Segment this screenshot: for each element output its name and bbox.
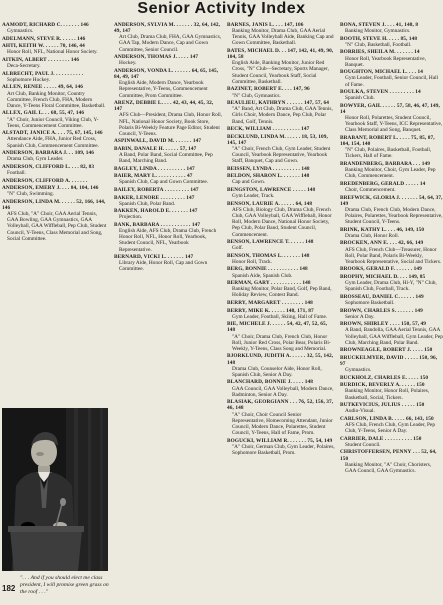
student-name: BEISSEN, LYNDA . . . . . . . . . . 148 [227, 165, 310, 172]
student-name: BROWN, CHARLES S. . . . . . . 149 [340, 307, 423, 314]
student-activities: Banking Monitor, Choir, Gym Leader, Pep Club, Commencement. [345, 167, 436, 180]
student-name: BROWNEAGLE, ROBERT J. . . . . 150 [340, 347, 433, 354]
student-name: BARNES, JANIS L. . . . 147, 106 [227, 22, 304, 28]
student-activities: "N" Club, Gymnastics. [232, 92, 281, 99]
index-entry [227, 379, 335, 397]
student-name: BEAULIEU, KATHRYN . . . . . . 147, 57, 64 [227, 100, 329, 107]
student-activities: Deca-Secretary. [7, 63, 41, 70]
index-entry [2, 57, 107, 69]
student-activities: GAA Council, GAA Volleyball, Modern Dance, Badminton, Senior A Day. [232, 385, 334, 398]
index-entry [114, 187, 222, 193]
student-activities: Library Aide, Honor Roll, Cap and Gown Committee. [119, 260, 208, 273]
index-entry [340, 49, 443, 67]
index-entry [340, 240, 443, 265]
student-activities: Hockey. [119, 60, 137, 67]
index-entry [114, 138, 222, 144]
student-activities: English Aide, Modern Dance, Yearbook Representative, Y-Teens, Commencement Committee, Prom Committee. [119, 80, 208, 99]
student-activities: Art Club, Banking Monitor, Country Committee, French Club, FHA, Modern Dance, Y-Teens Floral Committee, Basketball. [7, 90, 106, 109]
index-entry [114, 222, 222, 253]
index-entry [227, 22, 335, 47]
index-entry [340, 103, 443, 134]
student-activities: "A" Choir, Drama Club, French Club, Honor Roll, Junior Red Cross, Polar Bear, Polaris Bi-Weekly, Y-Teens, Class Song and Memorial. [232, 333, 331, 352]
student-name: BECKLUND, LINDA M. . . . . . 18, 53, 109, 145, 147 [227, 133, 328, 146]
student-activities: Honor Roll, Track. [232, 258, 273, 265]
student-name: BORRIES, SHEILA M. . . . . . . 14 [340, 49, 420, 56]
student-name: ANDERSON, EMERY J. . . . 84, 104, 146 [2, 185, 99, 192]
index-entry [227, 266, 335, 278]
index-entry [227, 438, 335, 456]
student-name: BENGSTON, LAWRENCE . . . . . 148 [227, 187, 316, 194]
student-name: ANDERSON, LINDA M. . . . . . 52, 166, 144, 146 [2, 198, 106, 211]
student-activities: AFS Club, "A" Choir, GAA Aerial Tennis, GAA Bowling, GAA Gymnastics, GAA Volleyball, GAA Wiffleball, Pep Club, Student Council, Y-Teens, Class Memorial and Song, Social Committee. [7, 211, 107, 242]
student-name: ALLEX, GAIL L. . . 68, 55, 47, 146 [2, 110, 85, 117]
student-activities: Senior A Day. [345, 313, 375, 320]
index-entry [114, 100, 222, 137]
index-entry [340, 375, 443, 381]
student-name: BUCKHOLZ, CHARLES E. . . . . 150 [340, 374, 429, 381]
student-name: BENSON, THOMAS L. . . . . . . 148 [227, 252, 310, 259]
student-name: BAKER, LENORE . . . . . . . . . 147 [114, 194, 195, 201]
student-activities: Sophomore Basketball. [345, 300, 395, 307]
index-entry [227, 100, 335, 125]
student-activities: Student Council. [345, 441, 381, 448]
student-activities: Banking Monitor, Drama Club, GAA Aerial Tennis, GAA Volleyball Aide, Banking Cap and Gown Committee, Basketball. [232, 28, 334, 47]
student-name: BREFWICK, GLORIA J. . . . . . . 54, 64, 37, 149 [340, 194, 443, 207]
index-entry [114, 195, 222, 207]
student-name: BERRY, MIKE K. . . . . . 148, 171, 87 [227, 307, 314, 314]
student-activities: "A" Choir, German Club, Gym Leader, Polaires, Sophomore Basketball, Prom. [232, 443, 335, 456]
student-name: AHTI, KEITH W. . . . . . 70, 146, 44 [2, 43, 85, 50]
student-name: BURDICK, BEVERLY A. . . . . . 150 [340, 382, 425, 389]
student-name: BATES, MICHAEL D. . . 147, 142, 41, 49, 90, 104, 58 [227, 48, 334, 61]
index-entry [114, 146, 222, 164]
index-entry [114, 54, 222, 66]
student-activities: Spanish Club, Cap and Gown Committee. [119, 179, 209, 186]
student-name: AITKIN, ALBERT . . . . . . . . 146 [2, 56, 80, 63]
index-entry [340, 321, 443, 346]
index-entry [114, 208, 222, 220]
index-entry [227, 280, 335, 298]
index-entry [2, 185, 107, 197]
student-activities: "A" Choir, Choir Council Senior Representative, Homecoming Attendant, Junior Council, Modern Dance, Polarettes, Student Council, Y-Teens, Hall of Fame, Prom. [232, 411, 333, 437]
student-name: ALLEN, RENEE . . . . . 49, 64, 146 [2, 84, 83, 91]
student-activities: AFS Club, Biology Club, Drama Club, French Club, GAA Volleyball, GAA Wiffleball, Honor Roll, Modern Dance, National Honor Society, Pep Club, Polar Band, Student Council, Commencement. [232, 206, 332, 238]
student-activities: "N" Club, Polaires, Basketball, Football, Tickers, Hall of Fame. [345, 147, 432, 160]
index-entry [227, 399, 335, 436]
index-entry [340, 416, 443, 434]
index-entry [340, 382, 443, 400]
index-entry [114, 254, 222, 272]
index-entry [2, 199, 107, 242]
student-name: BUTKEVICIUS, JULIUS . . . . . 150 [340, 402, 425, 409]
student-activities: English Aide, Banking Monitor, Junior Red Cross, "N" Club—Secretary, Sports Manager, Student Council, Yearbook Staff, Social Committee, Basketball. [232, 60, 329, 85]
student-name: BROSSEAU, DANIEL C. . . . . . 149 [340, 293, 424, 300]
student-activities: Banking Monitor, Honor Roll, Polaires, Basketball, Social, Tickers. [345, 388, 430, 401]
index-entry [227, 187, 335, 199]
index-entry [114, 173, 222, 185]
student-name: ALBRECHT, PAUL J. . . . . . . . . . . [2, 70, 84, 77]
student-activities: Attendance Aide, FHA, Junior Red Cross, Spanish Club, Commencement Committee. [7, 136, 99, 149]
student-activities: Gym Leader, Drama Club, Hi-Y, "N" Club, Spanish Club, Football, Track. [345, 280, 437, 293]
index-entry [340, 436, 443, 448]
student-activities: Banking Monitor, Gymnastics. [345, 28, 411, 35]
student-name: ANDERSON, BARBARA J. . . 109, 146 [2, 150, 95, 157]
index-entry [340, 274, 443, 292]
index-entry [340, 36, 443, 48]
student-name: BAIER, MARY L. . . . . . . . . . . 47 [114, 173, 193, 180]
student-photo [2, 408, 108, 571]
student-activities: Gym Leader, Track. [232, 193, 275, 200]
index-entry [227, 239, 335, 251]
index-entry [114, 166, 222, 172]
student-name: BROOKS, GERALD F. . . . . . . 149 [340, 266, 422, 273]
student-activities: Golf. [232, 245, 244, 252]
index-entry [227, 48, 335, 85]
student-activities: Gymnastics. [345, 367, 372, 374]
student-activities: Sophomore Hockey. [7, 76, 51, 83]
student-name: BROCKEN, ANN E. . . . 42, 66, 149 [340, 240, 424, 247]
index-entry [2, 36, 107, 42]
student-activities: Spanish Club. [345, 95, 375, 102]
index-entry [340, 181, 443, 193]
student-name: BRABANT, ROBERT L. . . . . 75, 85, 87, 104, 154, 140 [340, 135, 435, 148]
index-entry [340, 347, 443, 353]
student-name: BJORKLUND, JUDITH A. . . . . . 32, 55, 142, 148 [227, 353, 334, 366]
student-activities: "A" Band, Art Club, Drama Club, GAA Tennis, Girls Choir, Modern Dance, Pep Club, Polar Band, Golf, Tennis. [232, 106, 333, 125]
student-activities: Gym Leader, Football, Senior Council, Hall of Fame. [345, 75, 439, 88]
index-column-3 [227, 22, 335, 604]
index-entry [2, 164, 107, 176]
student-activities: Honor Roll, Polarettes, Student Council, Yearbook Staff, Y-Teens, ICC Representative, Class Memorial and Song, Banquet. [345, 115, 443, 134]
student-name: BENSON, LAURIE A. . . . . . 64, 148 [227, 200, 313, 207]
photo-caption: ". . . And if you should elect me class president, I will promise green grass on the roof . . ." [20, 575, 109, 595]
student-activities: Spanish Aide, Spanish Club. [232, 272, 293, 279]
student-activities: English Aide, AFS Club, Drama Club, French Honor Roll, NFL, Honor Roll, Yearbook, Student Council, NFL, Yearbook Representative. [119, 228, 217, 253]
index-entry [340, 135, 443, 160]
student-name: BELDON, SHARON L. . . . . . . 148 [227, 173, 310, 180]
student-name: BRUCKELMYER, DAVID . . . . . 150, 96, 97 [340, 354, 438, 367]
student-name: BROWN, SHIRLEY . . . . 150, 57, 49 [340, 321, 427, 328]
student-activities: Audio-Visual. [345, 408, 375, 415]
index-entry [227, 300, 335, 306]
index-entry [2, 43, 107, 55]
student-name: ANDERSON, THOMAS J. . . . . 147 [114, 54, 199, 61]
index-entry [2, 84, 107, 109]
index-entry [340, 402, 443, 414]
student-activities: "A" Choir, French Club, Gym Leader, Student Council, Yearbook Representative, Yearbook Staff, Banquet, Cap and Gown. [232, 145, 331, 165]
student-activities: Gym Leader, Football, Skiing, Hall of Fame. [232, 313, 328, 320]
student-activities: Drama Club, Gym Leader. [7, 156, 64, 163]
student-activities: A Band, Polar Band, Social Committee, Pep Band, Marching Band. [119, 152, 213, 165]
student-name: ANDERSON, SYLVIA M. . . . . . . 32, 64, 142, 49, 147 [114, 22, 221, 35]
student-activities: Drama Club, Counselor Aide, Honor Roll, Spanish Club, Senior A Day. [232, 365, 322, 378]
student-name: BIE, MICHELE J. . . . . . 54, 42, 47, 52, 65, 148 [227, 321, 328, 334]
student-name: BAGLEY, LINDA . . . . . . . . . . 147 [114, 165, 195, 172]
student-activities: A Band, Bandolla, GAA Aerial Tennis, GAA Volleyball, GAA Wiffleball, Gym Leader, Pep Club, Marching Band, Polar Band. [345, 327, 443, 346]
index-column-2 [114, 22, 222, 604]
student-activities: Projection. [119, 214, 143, 221]
index-column-1 [2, 22, 107, 414]
student-name: BOGUCKI, WILLIAM R. . . . . . . 75, 54, 149 [227, 437, 333, 444]
index-entry [114, 22, 222, 53]
index-entry [340, 195, 443, 226]
student-name: ALSTADT, JANICE A. . . . 75, 67, 145, 146 [2, 130, 103, 137]
student-name: BOOTH, STEVE H. . . . . 85, 148 [340, 35, 418, 42]
student-activities: AFS Club—President, Drama Club, Honor Roll, NFL, National Honor Society, Book Store, Polaris Bi-Weekly Feature Page Editor, Student Council, Y-Teens. [119, 112, 222, 137]
index-entry [227, 353, 335, 378]
student-name: BONA, STEVEN J. . . . 41, 148, 8 [340, 22, 419, 28]
student-name: BLASIAK, GEORGIANN . . . 76, 52, 156, 37, 46, 148 [227, 399, 334, 412]
index-entry [227, 201, 335, 238]
student-activities: Choir, Commencement. [345, 187, 396, 194]
student-name: BERRY, MARGARET . . . . . . . . 148 [227, 300, 313, 307]
student-name: BABIN, DANALE H. . . . . . 57, 147 [114, 145, 197, 152]
student-name: BREDENBERG, GERALD . . . . . 14 [340, 180, 426, 187]
student-name: BAKKEN, HAROLD E. . . . . . . 147 [114, 208, 198, 215]
speaker-at-podium-image [2, 408, 108, 571]
student-activities: Banking Monitor, "A" Choir, Choristers, GAA Council, GAA Gymnastics. [345, 461, 432, 474]
student-name: BERMAN, GARY . . . . . . . . . . . 148 [227, 280, 311, 287]
index-entry [340, 89, 443, 101]
student-name: BLANCHARD, BONNIE J. . . . . 148 [227, 379, 314, 386]
student-name: BROPHY, MICHAEL D. . . . 149, 85 [340, 274, 426, 281]
index-entry [340, 227, 443, 239]
student-name: ADELMANN, STEVE R. . . . . . 146 [2, 35, 86, 42]
student-activities: "N" Club, Swimming. [7, 191, 54, 198]
index-entry [340, 266, 443, 272]
index-entry [227, 321, 335, 352]
student-activities: Football. [7, 169, 26, 176]
index-entry [227, 126, 335, 132]
index-entry [340, 22, 443, 34]
student-name: AAMODT, RICHARD C. . . . . . . 146 [2, 22, 89, 28]
student-name: BERNARD, VICKI L. . . . . . . 147 [114, 254, 194, 261]
index-entry [2, 110, 107, 128]
student-activities: AFS Club, French Club, Gym Leader, Pep Club, Y-Teens, Senior A Day. [345, 421, 435, 435]
student-name: BERG, BONNIE . . . . . . . . . . . 148 [227, 266, 308, 273]
student-name: ANDERSON, CLIFFORD L. . . . 82, 83 [2, 163, 95, 170]
student-activities: Drama Club, French Club, Modern Dance, Polaires, Polarettes, Yearbook Representative, Student Council, Y-Teens. [345, 206, 443, 226]
student-activities: Gymnastics. [7, 28, 34, 35]
student-name: ARENZ, DEBBIE L. . . . 42, 43, 44, 45, 32, 147 [114, 100, 214, 113]
student-name: ANDERSON, VONDA L. . . . . . . 64, 65, 145, 84, 49, 147 [114, 67, 219, 81]
student-name: CARLSON, LINDA B. . . . . 66, 143, 150 [340, 415, 434, 422]
student-activities: Spanish Club, Polar Band. [119, 200, 176, 207]
student-name: ASPINWALL, DAVID M. . . . . . . 147 [114, 138, 202, 145]
student-activities: "N" Club, Basketball, Football. [345, 41, 412, 48]
index-entry [227, 173, 335, 185]
index-entry [227, 166, 335, 172]
index-entry [227, 253, 335, 265]
index-entry [340, 355, 443, 373]
index-entry [340, 294, 443, 306]
index-entry [340, 308, 443, 320]
index-entry [227, 134, 335, 165]
student-activities: Banking Monitor, Polar Band, Golf, Pep Band, Holiday Review, Contest Band. [232, 286, 332, 299]
student-activities: "A" Choir, Junior Council, Viking Club, Y-Teens, Commencement Committee. [7, 116, 99, 129]
student-name: BAZINET, ROBERT E. . . . 147, 96 [227, 86, 310, 93]
page-title: Senior Activity Index [137, 0, 306, 17]
student-name: BENSON, LAWRENCE T. . . . . . 148 [227, 239, 314, 246]
student-name: BANK, BARBARA . . . . . . . . . . . 147 [114, 221, 201, 228]
student-name: BOWYER, GAIL . . . . . 57, 58, 46, 47, 149, 14 [340, 102, 440, 115]
student-activities: Cap and Gown. [232, 179, 266, 186]
student-activities: Honor Roll, Yearbook Representative, Banquet. [345, 55, 426, 68]
student-name: BRANDENBERG, BARBARA . . . 149 [340, 161, 430, 168]
index-entry [227, 86, 335, 98]
page-number: 182 [2, 584, 16, 593]
index-entry [340, 69, 443, 87]
index-entry [340, 449, 443, 474]
index-entry [2, 22, 107, 34]
student-name: BOULKA, STEVEN . . . . . . . . . 14 [340, 89, 421, 96]
student-name: BRINK, KATHY L. . . . 46, 149, 150 [340, 226, 425, 233]
student-name: ANDERSON, CLIFFORD A. . . . . . . [2, 177, 88, 184]
index-entry [227, 308, 335, 320]
index-entry [2, 130, 107, 148]
photo-caption-block [2, 575, 112, 596]
student-name: CHRISTOFFERSEN, PENNY . . . 52, 64, 150 [340, 449, 437, 462]
student-activities: Art Club, Drama Club, FHA, GAA Gymnastics, GAA Tap, Modern Dance, Cap and Gown Committee, Senior Council. [119, 34, 222, 53]
student-activities: Drama Club, Honor Roll. [345, 232, 399, 239]
index-entry [114, 68, 222, 99]
student-name: BAILEY, ROBERTA . . . . . . . . . 147 [114, 187, 199, 194]
index-entry [2, 71, 107, 83]
student-activities: Honor Roll, NFL, National Honor Society. [7, 49, 98, 56]
student-name: BOUGHTON, MICHAEL L. . . . 14 [340, 69, 424, 76]
student-name: BECK, WILLIAM . . . . . . . . . . 147 [227, 126, 310, 133]
index-column-4 [340, 22, 443, 604]
index-entry [2, 150, 107, 162]
student-name: CARRIER, DALE . . . . . . . . . . 150 [340, 435, 422, 442]
index-entry [340, 161, 443, 179]
student-activities: AFS Club, French Club—Treasurer, Honor Roll, Polar Band, Polaris Bi-Weekly, Yearbook Representative, Social and Tickers. [345, 246, 442, 265]
index-entry [2, 178, 107, 184]
